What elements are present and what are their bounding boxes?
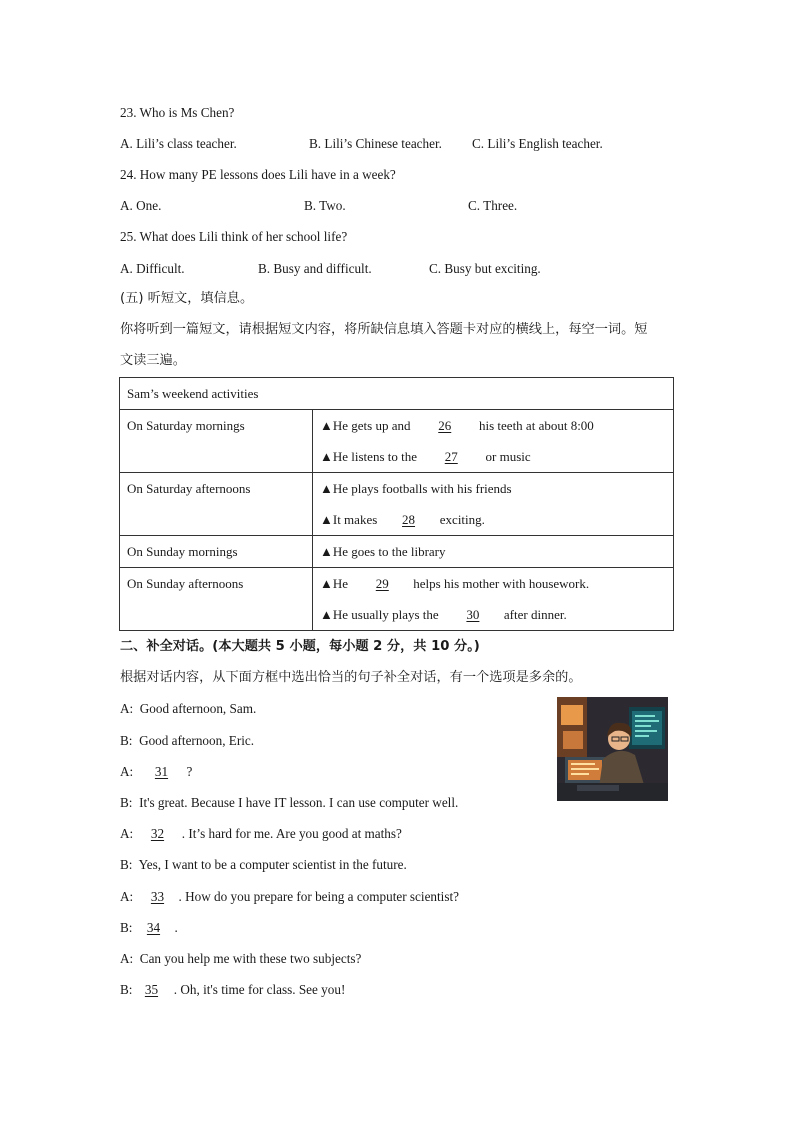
illustration-svg	[557, 697, 668, 801]
activity-line: ▲It makes 28 exciting.	[320, 504, 666, 535]
activity-line: ▲He goes to the library	[320, 544, 446, 559]
answer-blank-33[interactable]: 33	[150, 889, 165, 904]
dialogue-line: B: Yes, I want to be a computer scientist in the future.	[120, 857, 407, 872]
weekend-activities-table	[119, 377, 674, 631]
question-25: 25. What does Lili think of her school life?	[120, 229, 348, 244]
q25-option-b: B. Busy and difficult.	[258, 261, 372, 276]
activity-line: ▲He usually plays the 30 after dinner.	[320, 599, 666, 630]
q25-option-c: C. Busy but exciting.	[429, 261, 541, 276]
dialogue-line: B: 35 . Oh, it's time for class. See you!	[120, 982, 346, 997]
answer-blank-34[interactable]: 34	[146, 920, 161, 935]
answer-blank-26[interactable]: 26	[438, 418, 452, 433]
section-5-instruction: 你将听到一篇短文，请根据短文内容，将所缺信息填入答题卡对应的横线上，每空一词。短	[120, 322, 648, 337]
dialogue-line: B: 34 .	[120, 920, 178, 935]
table-title-row	[120, 378, 674, 410]
time-cell: On Saturday mornings	[127, 418, 245, 433]
section-5-instruction-cont: 文读三遍。	[120, 353, 186, 368]
table-row	[120, 473, 674, 536]
activity-line: ▲He listens to the 27 or music	[320, 441, 666, 472]
question-24: 24. How many PE lessons does Lili have in a week?	[120, 167, 396, 182]
time-cell: On Saturday afternoons	[127, 481, 251, 496]
question-23: 23. Who is Ms Chen?	[120, 105, 235, 120]
answer-blank-29[interactable]: 29	[375, 576, 389, 591]
dialogue-line: A: 31 ?	[120, 764, 193, 779]
activity-line: ▲He 29 helps his mother with housework.	[320, 568, 666, 599]
activity-line: ▲He gets up and 26 his teeth at about 8:00	[320, 410, 666, 441]
activity-line: ▲He plays footballs with his friends	[320, 481, 512, 496]
answer-blank-28[interactable]: 28	[402, 512, 416, 527]
table-row	[120, 410, 674, 473]
answer-blank-32[interactable]: 32	[150, 826, 165, 841]
section-2-heading: 二、补全对话。(本大题共 5 小题，每小题 2 分，共 10 分。)	[120, 639, 480, 654]
q23-option-c: C. Lili’s English teacher.	[472, 136, 603, 151]
dialogue-line: A: 33 . How do you prepare for being a computer scientist?	[120, 889, 459, 904]
dialogue-line: A: Good afternoon, Sam.	[120, 701, 257, 716]
person-at-computer-illustration	[557, 697, 668, 801]
answer-blank-31[interactable]: 31	[154, 764, 169, 779]
answer-blank-30[interactable]: 30	[466, 607, 480, 622]
time-cell: On Sunday afternoons	[127, 576, 244, 591]
table-title: Sam’s weekend activities	[127, 386, 259, 401]
time-cell: On Sunday mornings	[127, 544, 238, 559]
table-row	[120, 536, 674, 568]
dialogue-line: B: It's great. Because I have IT lesson. I can use computer well.	[120, 795, 459, 810]
q23-option-b: B. Lili’s Chinese teacher.	[309, 136, 442, 151]
q24-option-c: C. Three.	[468, 198, 518, 213]
dialogue-line: A: Can you help me with these two subjects?	[120, 951, 362, 966]
section-5-heading: (五) 听短文，填信息。	[120, 291, 254, 306]
q23-option-a: A. Lili’s class teacher.	[120, 136, 237, 151]
dialogue-line: B: Good afternoon, Eric.	[120, 733, 255, 748]
q24-option-a: A. One.	[120, 198, 162, 213]
q24-option-b: B. Two.	[304, 198, 346, 213]
section-2-instruction: 根据对话内容，从下面方框中选出恰当的句子补全对话，有一个选项是多余的。	[120, 670, 582, 685]
table-row	[120, 568, 674, 631]
q25-option-a: A. Difficult.	[120, 261, 185, 276]
dialogue-line: A: 32 . It’s hard for me. Are you good at maths?	[120, 826, 402, 841]
answer-blank-27[interactable]: 27	[444, 449, 458, 464]
answer-blank-35[interactable]: 35	[144, 982, 159, 997]
